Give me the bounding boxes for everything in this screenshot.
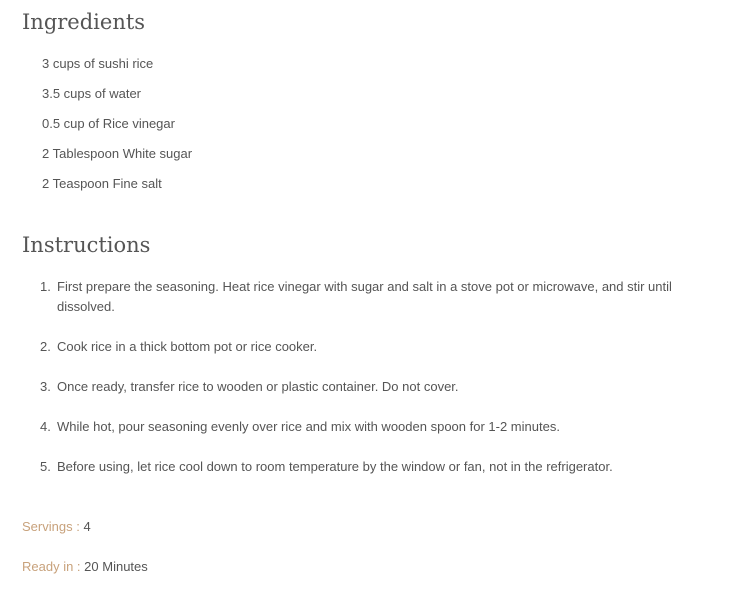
step-text: Before using, let rice cool down to room temperature by the window or fan, not in the refrigerator. <box>57 459 613 474</box>
step-number: 2. <box>40 339 51 354</box>
instructions-heading: Instructions <box>22 233 151 257</box>
ingredients-heading: Ingredients <box>22 10 146 34</box>
servings-label: Servings : <box>22 519 80 534</box>
instructions-list <box>22 277 702 497</box>
step-number: 3. <box>40 379 51 394</box>
ready-in-label: Ready in : <box>22 559 81 574</box>
step-text: First prepare the seasoning. Heat rice vinegar with sugar and salt in a stove pot or microwave, and stir until dissolved. <box>57 279 672 314</box>
step-text: Cook rice in a thick bottom pot or rice cooker. <box>57 339 318 354</box>
ingredients-list <box>42 54 192 204</box>
instruction-step <box>22 457 702 477</box>
step-text: While hot, pour seasoning evenly over rice and mix with wooden spoon for 1-2 minutes. <box>57 419 560 434</box>
servings-value: 4 <box>83 519 91 534</box>
instruction-step <box>22 337 702 357</box>
ready-in-value: 20 Minutes <box>84 559 148 574</box>
servings-row <box>22 517 91 537</box>
ingredient-item: 3.5 cups of water <box>42 86 141 101</box>
ingredient-item: 0.5 cup of Rice vinegar <box>42 116 175 131</box>
step-text: Once ready, transfer rice to wooden or plastic container. Do not cover. <box>57 379 459 394</box>
instruction-step <box>22 277 702 317</box>
instruction-step <box>22 377 702 397</box>
instruction-step <box>22 417 702 437</box>
ingredient-item: 3 cups of sushi rice <box>42 56 154 71</box>
step-number: 4. <box>40 419 51 434</box>
ingredient-item: 2 Tablespoon White sugar <box>42 146 193 161</box>
ready-in-row <box>22 557 148 577</box>
step-number: 5. <box>40 459 51 474</box>
ingredient-item: 2 Teaspoon Fine salt <box>42 176 162 191</box>
step-number: 1. <box>40 279 51 294</box>
